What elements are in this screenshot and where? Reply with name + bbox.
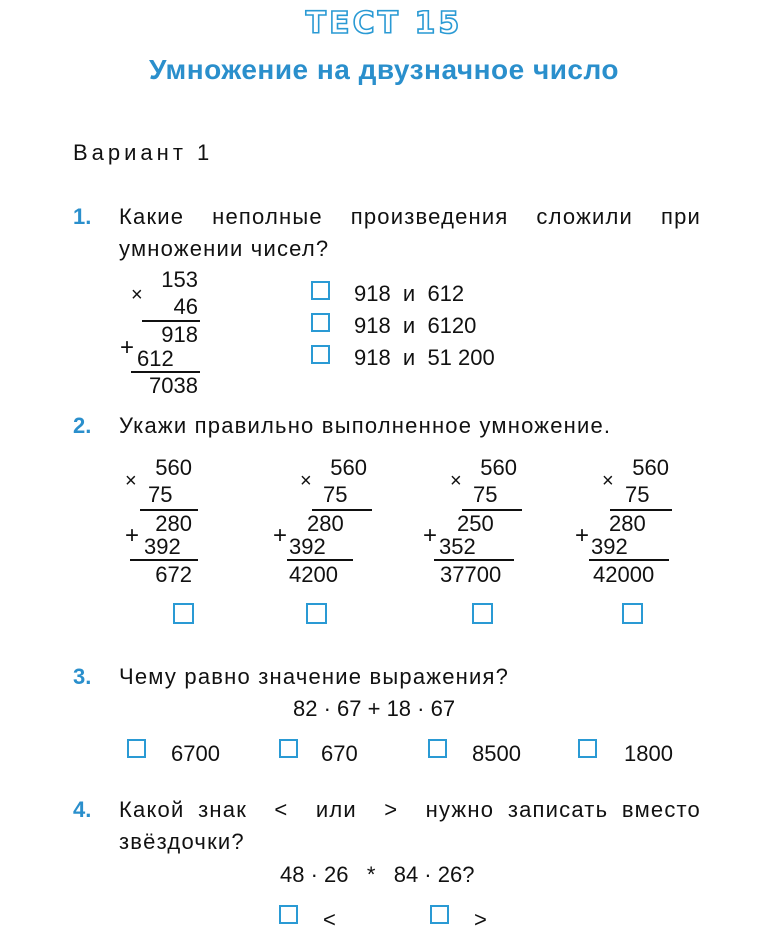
underline xyxy=(287,559,353,561)
product-result: 4200 xyxy=(289,562,338,587)
multiplier: 75 xyxy=(625,482,650,507)
question-4-number: 4. xyxy=(73,797,92,822)
underline xyxy=(434,559,514,561)
product-result: 7038 xyxy=(149,373,198,398)
partial-product-1: 280 xyxy=(155,511,192,536)
q1-option-3-label: 918 и 51 200 xyxy=(354,345,495,370)
product-result: 672 xyxy=(155,562,192,587)
multiplicand: 560 xyxy=(155,455,192,480)
q1-option-1-label: 918 и 612 xyxy=(354,281,465,306)
multiplicand: 153 xyxy=(161,267,198,292)
underline xyxy=(589,559,669,561)
q3-option-2-checkbox[interactable] xyxy=(279,739,298,758)
question-3-text: Чему равно значение выражения? xyxy=(119,664,510,689)
plus-sign: + xyxy=(120,334,135,361)
multiplier: 46 xyxy=(173,294,198,319)
multiplier: 75 xyxy=(473,482,498,507)
q2-option-2-checkbox[interactable] xyxy=(306,603,327,624)
question-4-text-line1: Какой знак < или > нужно записать вместо xyxy=(119,797,701,822)
partial-product-2: 392 xyxy=(144,534,181,559)
times-sign: × xyxy=(300,470,312,492)
q4-option-1-checkbox[interactable] xyxy=(279,905,298,924)
product-result: 37700 xyxy=(440,562,502,587)
partial-product-1: 250 xyxy=(457,511,494,536)
q1-option-2-checkbox[interactable] xyxy=(311,313,330,332)
q4-option-1-label: < xyxy=(323,907,336,932)
partial-product-1: 918 xyxy=(161,322,198,347)
multiplier: 75 xyxy=(148,482,173,507)
page-title: Умножение на двузначное число xyxy=(148,54,620,85)
q3-option-4-label: 1800 xyxy=(624,741,673,766)
q2-option-4-checkbox[interactable] xyxy=(622,603,643,624)
q3-option-1-label: 6700 xyxy=(171,741,220,766)
multiplicand: 560 xyxy=(480,455,517,480)
multiplicand: 560 xyxy=(330,455,367,480)
q1-option-1-checkbox[interactable] xyxy=(311,281,330,300)
q1-option-2-label: 918 и 6120 xyxy=(354,313,477,338)
q3-expression: 82 · 67 + 18 · 67 xyxy=(293,696,456,721)
question-2-number: 2. xyxy=(73,413,92,438)
question-2-text: Укажи правильно выполненное умножение. xyxy=(119,413,612,438)
question-3-number: 3. xyxy=(73,664,92,689)
test-number-title: ТЕСТ 15 xyxy=(305,6,463,41)
times-sign: × xyxy=(602,470,614,492)
q4-expression: 48 · 26 * 84 · 26? xyxy=(280,862,475,887)
variant-label: Вариант 1 xyxy=(73,140,214,165)
partial-product-2: 392 xyxy=(591,534,628,559)
q3-option-2-label: 670 xyxy=(321,741,358,766)
q3-option-4-checkbox[interactable] xyxy=(578,739,597,758)
question-1-number: 1. xyxy=(73,204,92,229)
partial-product-1: 280 xyxy=(307,511,344,536)
plus-sign: + xyxy=(273,522,288,549)
plus-sign: + xyxy=(125,522,140,549)
question-1-text-line2: умножении чисел? xyxy=(119,236,330,261)
q2-option-1-checkbox[interactable] xyxy=(173,603,194,624)
q3-option-3-label: 8500 xyxy=(472,741,521,766)
q4-option-2-label: > xyxy=(474,907,487,932)
multiplicand: 560 xyxy=(632,455,669,480)
partial-product-2: 352 xyxy=(439,534,476,559)
question-1-text-line1: Какие неполные произведения сложили при xyxy=(119,204,701,229)
plus-sign: + xyxy=(575,522,590,549)
times-sign: × xyxy=(450,470,462,492)
partial-product-2: 612 xyxy=(137,346,174,371)
plus-sign: + xyxy=(423,522,438,549)
question-4-text-line2: звёздочки? xyxy=(119,829,245,854)
partial-product-1: 280 xyxy=(609,511,646,536)
q4-option-2-checkbox[interactable] xyxy=(430,905,449,924)
partial-product-2: 392 xyxy=(289,534,326,559)
times-sign: × xyxy=(131,284,143,306)
product-result: 42000 xyxy=(593,562,655,587)
q3-option-3-checkbox[interactable] xyxy=(428,739,447,758)
q3-option-1-checkbox[interactable] xyxy=(127,739,146,758)
multiplier: 75 xyxy=(323,482,348,507)
q1-option-3-checkbox[interactable] xyxy=(311,345,330,364)
underline xyxy=(130,559,198,561)
q2-option-3-checkbox[interactable] xyxy=(472,603,493,624)
times-sign: × xyxy=(125,470,137,492)
